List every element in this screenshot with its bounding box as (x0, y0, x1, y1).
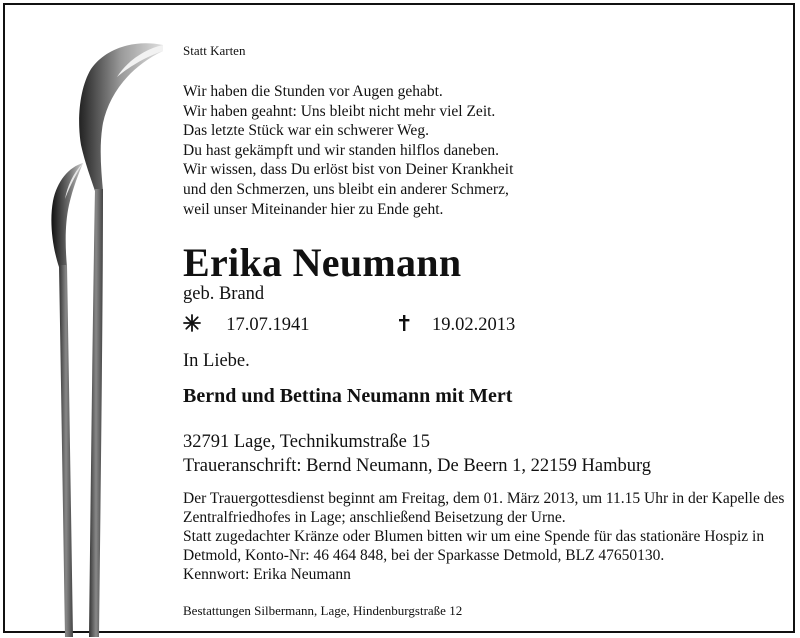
poem-line: Du hast gekämpft und wir standen hilflos daneben. (183, 141, 499, 159)
asterisk-icon (183, 314, 201, 332)
poem (183, 82, 513, 219)
statt-karten-label: Statt Karten (183, 43, 246, 58)
calla-lily-image (33, 41, 173, 637)
home-address: 32791 Lage, Technikumstraße 15 (183, 432, 431, 452)
poem-line: weil unser Miteinander hier zu Ende geht. (183, 200, 444, 218)
cross-icon (397, 314, 411, 332)
donation-text: Statt zugedachter Kränze oder Blumen bitten wir um eine Spende für das stationäre Hospiz in Detmold, Konto-Nr: 46 464 848, bei der Sparkasse Detmold, BLZ 47650130. (183, 528, 765, 564)
poem-line: Wir haben geahnt: Uns bleibt nicht mehr viel Zeit. (183, 102, 496, 120)
poem-line: Wir haben die Stunden vor Augen gehabt. (183, 83, 443, 100)
poem-line: Das letzte Stück war ein schwerer Weg. (183, 122, 429, 140)
poem-line: und den Schmerzen, uns bleibt ein anderer Schmerz, (183, 180, 509, 198)
death-date: 19.02.2013 (432, 315, 516, 335)
mourning-address: Traueranschrift: Bernd Neumann, De Beern 1, 22159 Hamburg (183, 456, 652, 476)
service-text: Der Trauergottesdienst beginnt am Freitag, dem 01. März 2013, um 11.15 Uhr in der Kapelle des Zentralfriedhofes in Lage; anschließend Beisetzung der Urne. (183, 490, 785, 526)
service-info (183, 489, 789, 584)
poem-line: Wir wissen, dass Du erlöst bist von Deiner Krankheit (183, 161, 514, 179)
deceased-name: Erika Neumann (183, 240, 462, 285)
family-names: Bernd und Bettina Neumann mit Mert (183, 385, 513, 407)
maiden-name: geb. Brand (183, 284, 265, 304)
keyword-text: Kennwort: Erika Neumann (183, 566, 351, 583)
life-dates (183, 314, 515, 336)
obituary-notice (3, 3, 795, 633)
undertaker: Bestattungen Silbermann, Lage, Hindenburgstraße 12 (183, 603, 463, 618)
in-love-label: In Liebe. (183, 351, 250, 371)
addresses (183, 430, 651, 478)
birth-date: 17.07.1941 (226, 315, 310, 335)
